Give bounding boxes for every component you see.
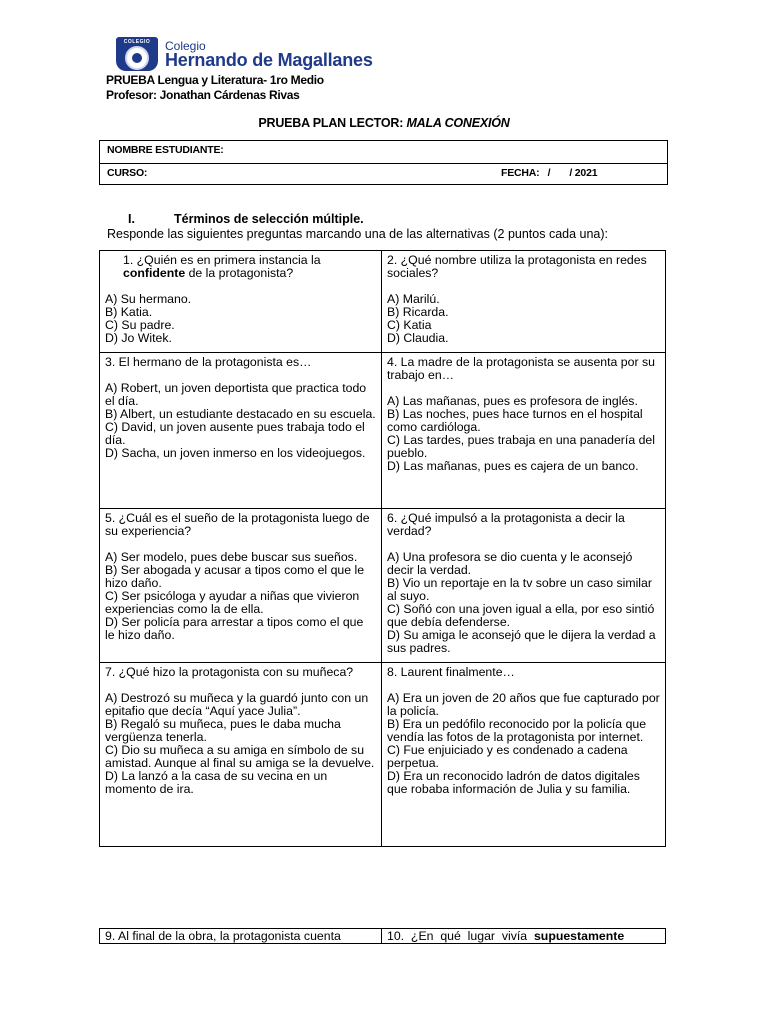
questions-table-continued — [99, 928, 666, 944]
option[interactable]: A) Marilú. — [387, 292, 440, 306]
option[interactable]: D) Ser policía para arrestar a tipos como el que le hizo daño. — [105, 615, 364, 642]
question-stem: 4. La madre de la protagonista se ausenta por su trabajo en… — [387, 355, 655, 382]
student-info-box — [99, 140, 668, 185]
crest-label: COLEGIO — [116, 39, 158, 45]
question-8 — [382, 663, 666, 847]
teacher-name: Profesor: Jonathan Cárdenas Rivas — [106, 88, 300, 102]
questions-table — [99, 250, 666, 847]
option[interactable]: D) Las mañanas, pues es cajera de un banco. — [387, 459, 639, 473]
option[interactable]: A) Era un joven de 20 años que fue capturado por la policía. — [387, 691, 660, 718]
option[interactable]: C) Dio su muñeca a su amiga en símbolo de su amistad. Aunque al final su amiga se la devuelve. — [105, 743, 375, 770]
option[interactable]: C) Las tardes, pues trabaja en una panadería del pueblo. — [387, 433, 655, 460]
question-stem: 2. ¿Qué nombre utiliza la protagonista en redes sociales? — [387, 253, 647, 280]
option[interactable]: B) Vio un reportaje en la tv sobre un caso similar al suyo. — [387, 576, 652, 603]
question-stem: 8. Laurent finalmente… — [387, 665, 515, 679]
option[interactable]: D) Era un reconocido ladrón de datos digitales que robaba información de Julia y su familia. — [387, 769, 640, 796]
question-stem: 9. Al final de la obra, la protagonista cuenta — [105, 929, 341, 943]
option[interactable]: C) David, un joven ausente pues trabaja todo el día. — [105, 420, 365, 447]
option[interactable]: B) Ser abogada y acusar a tipos como el que le hizo daño. — [105, 563, 365, 590]
question-stem: 5. ¿Cuál es el sueño de la protagonista luego de su experiencia? — [105, 511, 370, 538]
section-number: I. — [128, 212, 135, 226]
question-4 — [382, 353, 666, 509]
option[interactable]: C) Soñó con una joven igual a ella, por eso sintió que debía defenderse. — [387, 602, 655, 629]
option[interactable]: A) Robert, un joven deportista que practica todo el día. — [105, 381, 367, 408]
question-5 — [100, 509, 382, 663]
crest-icon — [116, 37, 158, 71]
page-title — [0, 116, 768, 130]
question-9 — [100, 929, 382, 944]
question-7 — [100, 663, 382, 847]
option[interactable]: C) Ser psicóloga y ayudar a niñas que vivieron experiencias como la de ella. — [105, 589, 360, 616]
section-heading — [128, 212, 364, 226]
question-3 — [100, 353, 382, 509]
option[interactable]: A) Las mañanas, pues es profesora de inglés. — [387, 394, 638, 408]
option[interactable]: B) Albert, un estudiante destacado en su escuela. — [105, 407, 376, 421]
option[interactable]: D) Claudia. — [387, 331, 449, 345]
option[interactable]: B) Era un pedófilo reconocido por la policía que vendía las fotos de la protagonista por internet. — [387, 717, 647, 744]
option[interactable]: D) Sacha, un joven inmerso en los videojuegos. — [105, 446, 366, 460]
option[interactable]: B) Ricarda. — [387, 305, 449, 319]
title-prefix: PRUEBA PLAN LECTOR: — [258, 116, 407, 130]
option[interactable]: D) La lanzó a la casa de su vecina en un momento de ira. — [105, 769, 328, 796]
option[interactable]: B) Katia. — [105, 305, 153, 319]
question-stem: 7. ¿Qué hizo la protagonista con su muñeca? — [105, 665, 354, 679]
question-stem: 1. ¿Quién es en primera instancia la confidente de la protagonista? — [123, 253, 321, 280]
option[interactable]: C) Katia — [387, 318, 432, 332]
course-label: CURSO: — [107, 167, 148, 179]
student-name-label: NOMBRE ESTUDIANTE: — [107, 144, 224, 156]
option[interactable]: B) Las noches, pues hace turnos en el hospital como cardióloga. — [387, 407, 643, 434]
option[interactable]: B) Regaló su muñeca, pues le daba mucha vergüenza tenerla. — [105, 717, 341, 744]
logo-small-text: Colegio — [165, 39, 206, 53]
question-stem: 10. ¿En qué lugar vivía supuestamente — [387, 929, 625, 943]
instructions: Responde las siguientes preguntas marcando una de las alternativas (2 puntos cada una): — [107, 227, 609, 241]
section-title: Términos de selección múltiple. — [174, 212, 364, 226]
option[interactable]: D) Su amiga le aconsejó que le dijera la verdad a sus padres. — [387, 628, 656, 655]
date-label: FECHA: / / 2021 — [501, 167, 598, 179]
option[interactable]: A) Destrozó su muñeca y la guardó junto con un epitafio que decía “Aquí yace Julia”. — [105, 691, 369, 718]
option[interactable]: A) Su hermano. — [105, 292, 192, 306]
option[interactable]: A) Ser modelo, pues debe buscar sus sueños. — [105, 550, 358, 564]
option[interactable]: C) Su padre. — [105, 318, 175, 332]
test-subject: PRUEBA Lengua y Literatura- 1ro Medio — [106, 73, 324, 87]
question-stem: 6. ¿Qué impulsó a la protagonista a decir la verdad? — [387, 511, 625, 538]
question-6 — [382, 509, 666, 663]
option[interactable]: D) Jo Witek. — [105, 331, 172, 345]
school-logo — [114, 37, 374, 73]
question-stem: 3. El hermano de la protagonista es… — [105, 355, 312, 369]
question-2 — [382, 251, 666, 353]
question-1 — [100, 251, 382, 353]
book-title: MALA CONEXIÓN — [406, 116, 510, 130]
question-10 — [382, 929, 666, 944]
option[interactable]: C) Fue enjuiciado y es condenado a cadena perpetua. — [387, 743, 628, 770]
option[interactable]: A) Una profesora se dio cuenta y le aconsejó decir la verdad. — [387, 550, 633, 577]
logo-school-name: Hernando de Magallanes — [165, 50, 373, 70]
